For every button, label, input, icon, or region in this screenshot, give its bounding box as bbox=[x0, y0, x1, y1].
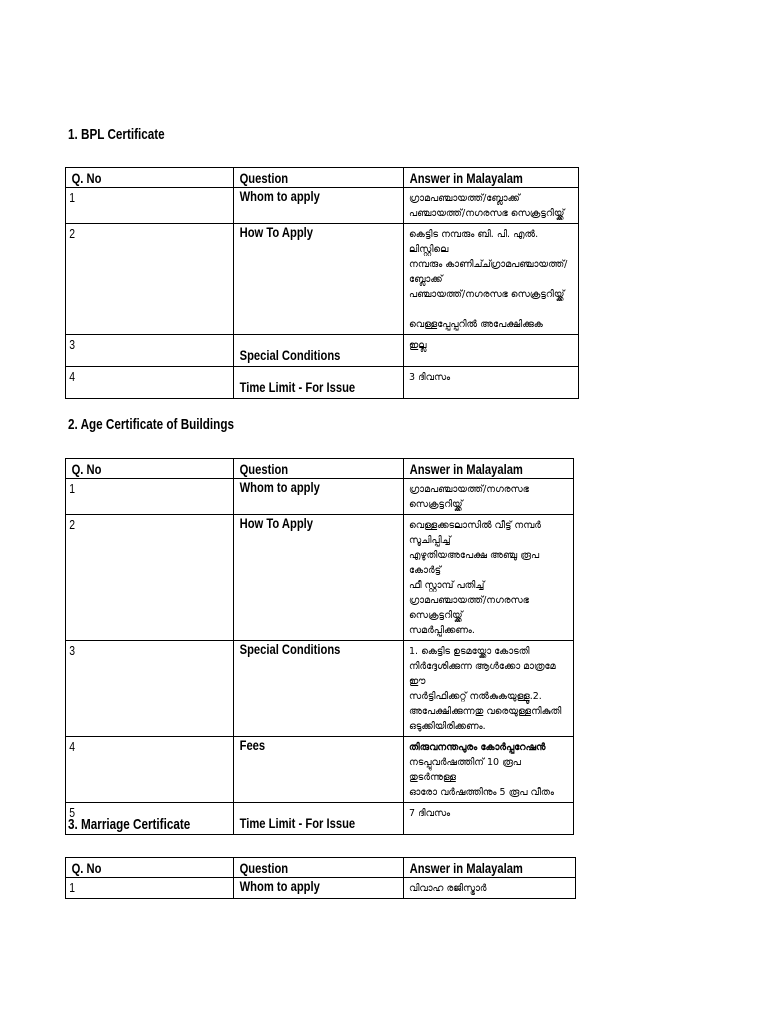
row-answer bbox=[404, 515, 574, 641]
cell-text: 4 bbox=[69, 739, 75, 754]
cell-text: 3 bbox=[69, 643, 75, 658]
header-qno bbox=[66, 858, 234, 878]
header-answer bbox=[404, 168, 579, 188]
row-answer bbox=[404, 188, 579, 224]
row-number bbox=[66, 479, 234, 515]
cell-text: Question bbox=[239, 170, 289, 186]
row-answer bbox=[404, 878, 576, 899]
cell-text: തിരുവനന്തപുരം കോർപ്പറേഷൻ നടപ്പുവർഷത്തിന് 10 രൂപ തുടർന്നുള്ള ഓരോ വർഷത്തിനും 5 രൂപ വീതം bbox=[409, 742, 554, 798]
table-row bbox=[66, 335, 579, 367]
table-row bbox=[66, 515, 574, 641]
cell-text: Time Limit - For Issue bbox=[239, 379, 356, 395]
row-answer bbox=[404, 479, 574, 515]
cell-text: വെള്ളക്കടലാസിൽ വീട്ട് നമ്പർ സൂചിപ്പിച്ച് എഴുതിയഅപേക്ഷ അഞ്ചു രൂപ കോർട്ട് ഫീ സ്റ്റാമ്പ് പതിച്ച് ഗ്രാമപഞ്ചായത്ത്/നഗരസഭ സെക്രട്ടറിയ്ക്ക് സമർപ്പിക്കണം. bbox=[409, 520, 541, 636]
cell-text: 2 bbox=[69, 517, 75, 532]
header-answer bbox=[404, 459, 574, 479]
cell-text: 1. കെട്ടിട ഉടമയ്ക്കോ കോടതി നിർദ്ദേശിക്കുന്ന ആൾക്കോ മാത്രമേ ഈ സർട്ടിഫിക്കറ്റ് നൽകുകയുള്ളൂ.2. അപേക്ഷിക്കുന്നതു വരെയുള്ളനികുതി ഒടുക്കിയിരിക്കണം. bbox=[409, 646, 562, 732]
cell-text: Special Conditions bbox=[239, 347, 341, 363]
table-header-row bbox=[66, 168, 579, 188]
table-row bbox=[66, 224, 579, 335]
table-row bbox=[66, 188, 579, 224]
header-question bbox=[234, 459, 404, 479]
row-question bbox=[234, 335, 404, 367]
cell-text: Question bbox=[239, 860, 289, 876]
cell-text: How To Apply bbox=[239, 224, 314, 240]
row-question bbox=[234, 641, 404, 737]
cell-text: കെട്ടിട നമ്പരും ബി. പി. എൽ. ലിസ്റ്റിലെ നമ്പരും കാണിച്ച്ഗ്രാമപഞ്ചായത്ത്/ബ്ലോക്ക് പഞ്ചായത്ത്/നഗരസഭ സെക്രട്ടറിയ്ക്ക് വെള്ളപ്പേപ്പറിൽ അപേക്ഷിക്കുക bbox=[409, 229, 568, 330]
row-question bbox=[234, 803, 404, 835]
cell-text: 1 bbox=[69, 880, 75, 895]
table-row bbox=[66, 479, 574, 515]
cell-text: Q. No bbox=[71, 461, 102, 477]
cell-text: 1 bbox=[69, 190, 75, 205]
cell-text: Fees bbox=[239, 737, 266, 753]
cell-text: ഗ്രാമപഞ്ചായത്ത്/ബ്ലോക്ക് പഞ്ചായത്ത്/നഗരസഭ സെക്രട്ടറിയ്ക്ക് bbox=[409, 193, 565, 219]
row-question bbox=[234, 515, 404, 641]
row-number bbox=[66, 641, 234, 737]
row-answer bbox=[404, 737, 574, 803]
cell-text: 1 bbox=[69, 481, 75, 496]
row-question bbox=[234, 878, 404, 899]
row-number bbox=[66, 878, 234, 899]
header-answer bbox=[404, 858, 576, 878]
cell-text: ഗ്രാമപഞ്ചായത്ത്/നഗരസഭ സെക്രട്ടറിയ്ക്ക് bbox=[409, 484, 529, 510]
row-answer bbox=[404, 367, 579, 399]
cell-text: വിവാഹ രജിസ്ട്രാർ bbox=[409, 883, 487, 894]
cell-text: Answer in Malayalam bbox=[409, 170, 523, 186]
cell-text: Q. No bbox=[71, 170, 102, 186]
cell-text: 3 bbox=[69, 337, 75, 352]
cell-text: Answer in Malayalam bbox=[409, 461, 523, 477]
bpl-table bbox=[65, 167, 579, 399]
row-answer bbox=[404, 803, 574, 835]
cell-text: Answer in Malayalam bbox=[409, 860, 523, 876]
cell-text: Whom to apply bbox=[239, 479, 320, 495]
cell-text: ഇല്ല bbox=[409, 340, 427, 351]
row-answer bbox=[404, 335, 579, 367]
row-number bbox=[66, 515, 234, 641]
header-question bbox=[234, 168, 404, 188]
row-number bbox=[66, 224, 234, 335]
cell-text: Time Limit - For Issue bbox=[239, 815, 356, 831]
section-title-bpl: 1. BPL Certificate bbox=[68, 126, 165, 143]
cell-text: Whom to apply bbox=[239, 188, 320, 204]
row-question bbox=[234, 188, 404, 224]
header-question bbox=[234, 858, 404, 878]
row-question bbox=[234, 367, 404, 399]
age-certificate-table bbox=[65, 458, 574, 835]
table-row bbox=[66, 641, 574, 737]
cell-text: 2 bbox=[69, 226, 75, 241]
row-number bbox=[66, 367, 234, 399]
cell-text: Special Conditions bbox=[239, 641, 341, 657]
cell-text: 4 bbox=[69, 369, 75, 384]
table-header-row bbox=[66, 858, 576, 878]
table-row bbox=[66, 878, 576, 899]
section-title-age-certificate: 2. Age Certificate of Buildings bbox=[68, 416, 234, 433]
cell-text: 5 bbox=[69, 805, 75, 820]
section-title-marriage-certificate: 3. Marriage Certificate bbox=[68, 816, 191, 833]
table-row bbox=[66, 737, 574, 803]
cell-text: How To Apply bbox=[239, 515, 314, 531]
header-qno bbox=[66, 168, 234, 188]
cell-text: 7 ദിവസം bbox=[409, 808, 451, 819]
header-qno bbox=[66, 459, 234, 479]
table-header-row bbox=[66, 459, 574, 479]
row-number bbox=[66, 188, 234, 224]
cell-text: 3 ദിവസം bbox=[409, 372, 451, 383]
cell-text: Whom to apply bbox=[239, 878, 320, 894]
cell-text: Q. No bbox=[71, 860, 102, 876]
row-answer bbox=[404, 641, 574, 737]
row-number bbox=[66, 335, 234, 367]
row-question bbox=[234, 479, 404, 515]
row-number bbox=[66, 737, 234, 803]
row-answer bbox=[404, 224, 579, 335]
marriage-certificate-table bbox=[65, 857, 576, 899]
row-question bbox=[234, 737, 404, 803]
table-row bbox=[66, 367, 579, 399]
row-question bbox=[234, 224, 404, 335]
cell-text: Question bbox=[239, 461, 289, 477]
